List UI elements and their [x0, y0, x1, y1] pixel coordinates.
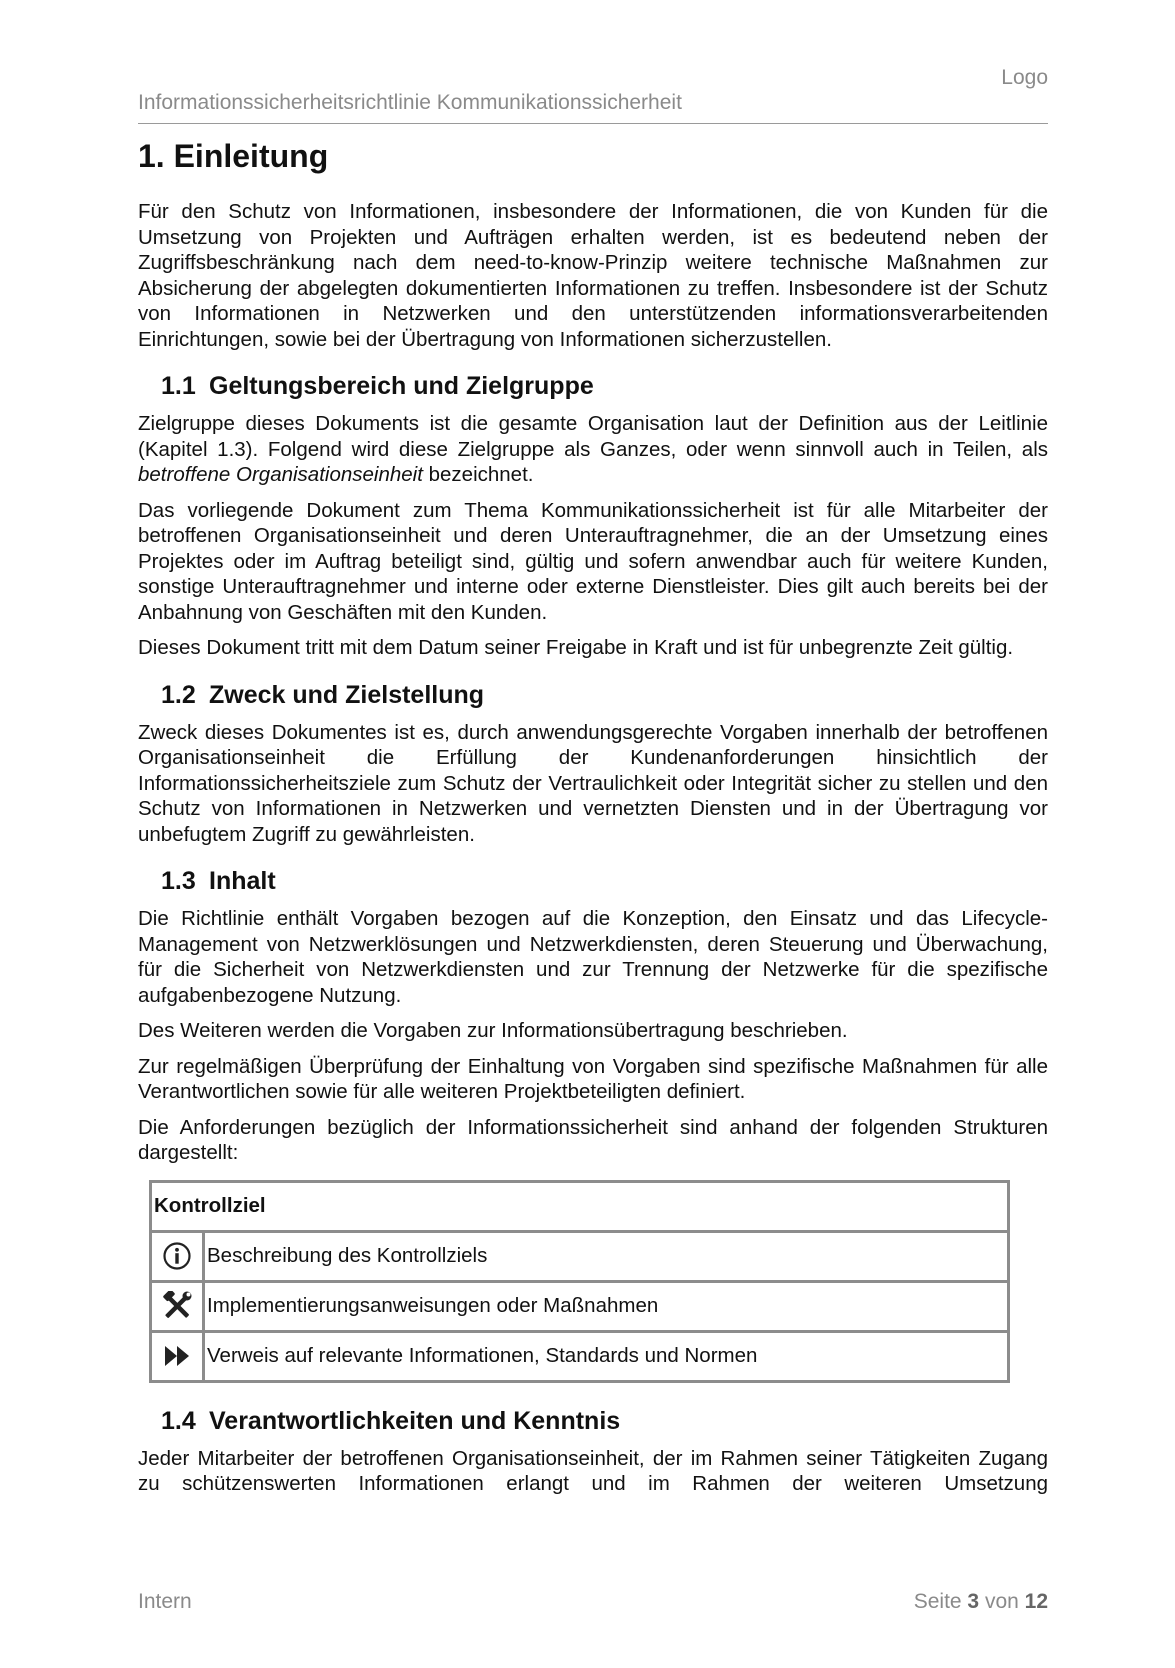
section-number: 1.4	[161, 1406, 196, 1435]
section-1-3-paragraph-2: Des Weiteren werden die Vorgaben zur Informationsübertragung beschrieben.	[138, 1019, 848, 1042]
section-1-paragraph: Für den Schutz von Informationen, insbesondere der Informationen, die von Kunden für die Umsetzung von Projekten und Aufträgen erhalten werden, ist es bedeutend neben der Zugriffsbeschränkung nach dem need-to-know-Prinzip weitere technische Maßnahmen zur Absicherung der abgelegten dokumentierten Informationen zu treffen. Insbesondere ist der Schutz von Informationen in Netzwerken und den unterstützenden informationsverarbeitenden Einrichtungen, sowie bei der Übertragung von Informationen sicherzustellen.	[138, 200, 1048, 351]
header-title: Informationssicherheitsrichtlinie Kommunikationssicherheit	[138, 91, 682, 114]
section-1-1-paragraph-1	[138, 411, 1048, 488]
section-title: Zweck und Zielstellung	[209, 680, 485, 709]
section-1-1-paragraph-2: Das vorliegende Dokument zum Thema Kommunikationssicherheit ist für alle Mitarbeiter der betroffenen Organisationseinheit und deren Unterauftragnehmer, die an der Umsetzung eines Projektes oder im Auftrag beteiligt sind, gültig und sofern anwendbar auch für weitere Kunden, sonstige Unterauftragnehmer und interne oder externe Dienstleister. Dies gilt auch bereits bei der Anbahnung von Geschäften mit den Kunden.	[138, 498, 1048, 624]
section-number: 1.1	[161, 372, 196, 400]
fast-forward-icon	[151, 1331, 204, 1381]
table-row	[151, 1281, 1009, 1331]
section-1-heading: 1. Einleitung	[138, 138, 329, 174]
section-1-2-heading	[161, 679, 1048, 711]
section-number: 1.3	[161, 867, 196, 895]
section-title: Inhalt	[209, 867, 276, 895]
section-1-1-heading	[161, 370, 1048, 402]
footer-page-number	[914, 1590, 1048, 1614]
table-header-cell: Kontrollziel	[151, 1181, 1009, 1231]
document-body	[138, 135, 1048, 1507]
table-cell: Verweis auf relevante Informationen, Standards und Normen	[204, 1331, 1009, 1381]
emphasis-text: betroffene Organisationseinheit	[138, 463, 423, 486]
table-header-row	[151, 1181, 1009, 1231]
section-title: Geltungsbereich und Zielgruppe	[209, 372, 594, 400]
section-1-3-heading	[161, 865, 1048, 897]
page-separator: von	[979, 1590, 1025, 1613]
table-cell: Implementierungsanweisungen oder Maßnahmen	[204, 1281, 1009, 1331]
footer-classification: Intern	[138, 1590, 192, 1613]
table-row	[151, 1231, 1009, 1281]
header-divider	[138, 123, 1048, 124]
section-1-4-heading	[161, 1405, 1048, 1437]
section-1-3-paragraph-1: Die Richtlinie enthält Vorgaben bezogen auf die Konzeption, den Einsatz und das Lifecycle-Management von Netzwerklösungen und Netzwerkdiensten, deren Steuerung und Überwachung, für die Sicherheit von Netzwerkdiensten und zur Trennung der Netzwerke für die spezifische aufgabenbezogene Nutzung.	[138, 907, 1048, 1007]
text-run: Zielgruppe dieses Dokuments ist die gesamte Organisation laut der Definition aus der Leitlinie (Kapitel 1.3). Folgend wird diese Zielgruppe als Ganzes, oder wenn sinnvoll auch in Teilen, als	[138, 412, 1048, 461]
total-pages: 12	[1024, 1590, 1048, 1613]
tools-icon	[151, 1281, 204, 1331]
section-1-3-paragraph-3: Zur regelmäßigen Überprüfung der Einhaltung von Vorgaben sind spezifische Maßnahmen für alle Verantwortlichen sowie für alle weiteren Projektbeteiligten definiert.	[138, 1054, 1048, 1103]
info-icon	[151, 1231, 204, 1281]
table-cell: Beschreibung des Kontrollziels	[204, 1231, 1009, 1281]
control-structure-table	[149, 1180, 1010, 1383]
table-row	[151, 1331, 1009, 1381]
page-label: Seite	[913, 1590, 968, 1613]
current-page: 3	[967, 1590, 980, 1613]
section-1-1-paragraph-3: Dieses Dokument tritt mit dem Datum seiner Freigabe in Kraft und ist für unbegrenzte Zeit gültig.	[138, 636, 1014, 659]
section-title: Verantwortlichkeiten und Kenntnis	[209, 1406, 621, 1435]
section-1-2-paragraph-1: Zweck dieses Dokumentes ist es, durch anwendungsgerechte Vorgaben innerhalb der betroffenen Organisationseinheit die Erfüllung der Kundenanforderungen hinsichtlich der Informationssicherheitsziele zum Schutz der Vertraulichkeit oder Integrität sicher zu stellen und den Schutz von Informationen in Netzwerken und vernetzten Diensten und in der Übertragung vor unbefugtem Zugriff zu gewährleisten.	[138, 720, 1048, 846]
section-1-3-paragraph-4: Die Anforderungen bezüglich der Informationssicherheit sind anhand der folgenden Strukturen dargestellt:	[138, 1115, 1048, 1164]
text-run: bezeichnet.	[422, 463, 534, 486]
section-1-4-paragraph-1: Jeder Mitarbeiter der betroffenen Organisationseinheit, der im Rahmen seiner Tätigkeiten Zugang zu schützenswerten Informationen erlangt und im Rahmen der weiteren Umsetzung	[138, 1446, 1048, 1495]
header-logo: Logo	[1001, 66, 1048, 89]
section-number: 1.2	[161, 680, 196, 709]
